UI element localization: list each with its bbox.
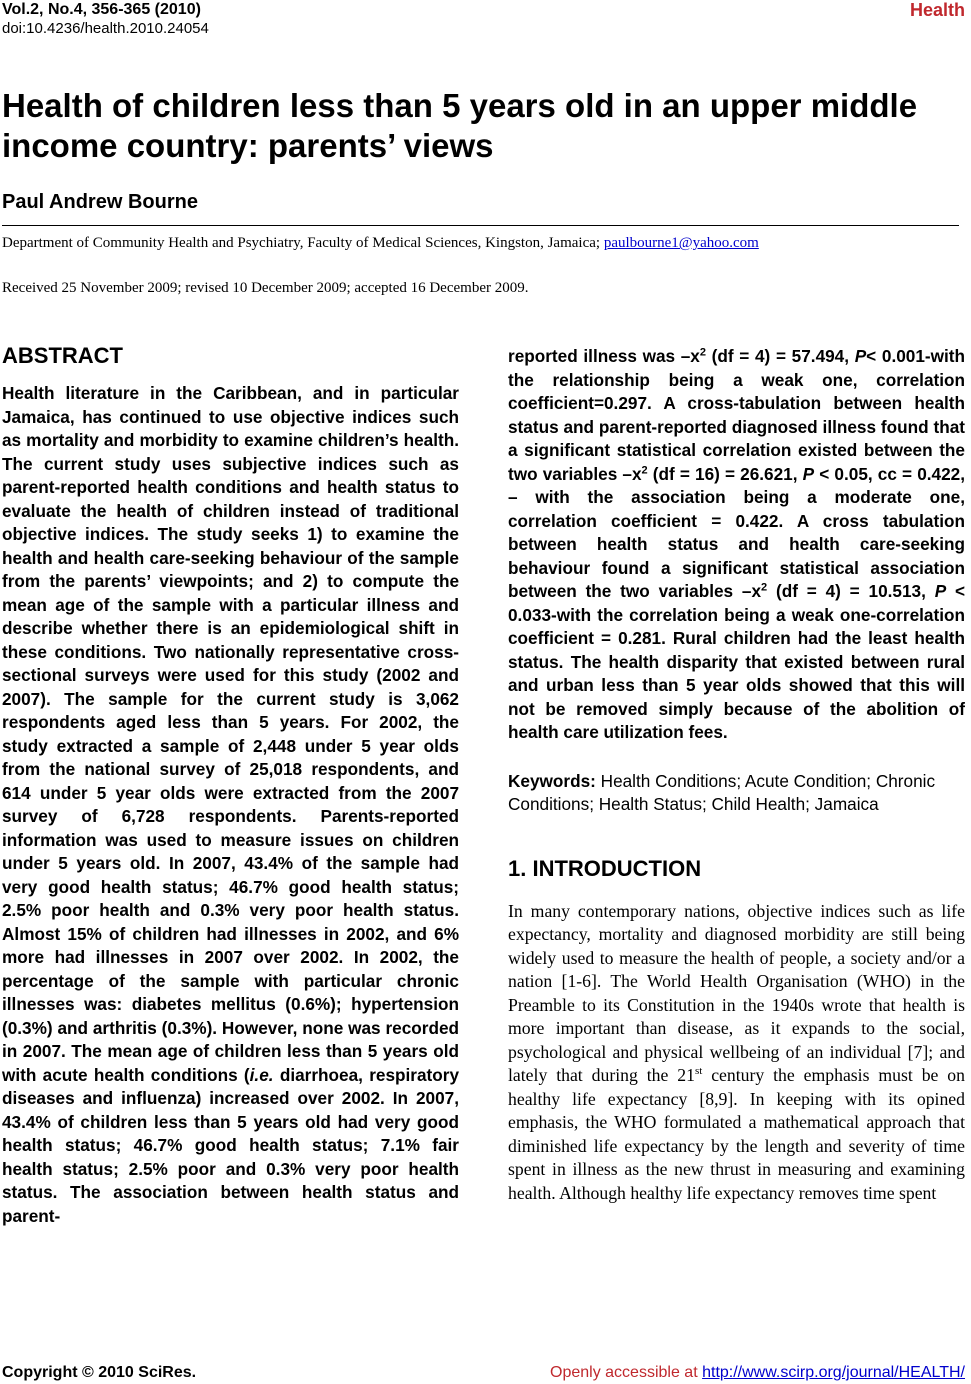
abstract-paragraph-part2 — [508, 345, 965, 745]
p-value-symbol: P — [854, 346, 867, 366]
right-column — [508, 345, 965, 1205]
abstract-text-d: (df = 4) = 57.494, — [705, 346, 855, 366]
p-value-symbol: P — [802, 463, 815, 484]
paper-title: Health of children less than 5 years old in an upper middle income country: parents’ views — [2, 87, 918, 164]
received-dates: Received 25 November 2009; revised 10 December 2009; accepted 16 December 2009. — [2, 280, 529, 296]
left-column — [2, 342, 459, 1228]
abstract-paragraph-part1 — [2, 382, 459, 1228]
abstract-heading: ABSTRACT — [2, 343, 123, 368]
affiliation — [2, 233, 759, 253]
affiliation-text: Department of Community Health and Psychiatry, Faculty of Medical Sciences, Kingston, Jamaica; — [2, 235, 601, 251]
intro-text-a: In many contemporary nations, objective indices such as life expectancy, mortality and diagnosed morbidity are still being widely used to measure the health of people, a society and/or a nation [1-6]. The World Health Organisation (WHO) in the Preamble to its Constitution in the 1940s wrote that health is more important than disease, as it expands to the social, psychological and physical wellbeing of an individual [7]; and lately that during the 21 — [508, 900, 965, 1085]
abstract-text-a: Health literature in the Caribbean, and in particular Jamaica, has continued to use objective indices such as mortality and morbidity to examine children’s health. The current study uses subjective indices such as parent-reported health conditions and health status to evaluate the health of children instead of traditional objective indices. The study seeks 1) to examine the health and health care-seeking behaviour of the sample from the parents’ viewpoints; and 2) to compute the mean age of the sample with a particular illness and describe whether there is an epidemiological shift in these conditions. Two nationally representative cross-sectional surveys were used for this study (2002 and 2007). The sample for the current study is 3,062 respondents aged less than 5 years. For 2002, the study extracted a sample of 2,448 under 5 year olds from the national survey of 25,018 respondents, and 614 under 5 year olds were extracted from the 2007 survey of 6,728 respondents. Parents-reported information was used to measure issues on children under 5 years old. In 2007, 43.4% of the sample had very good health status; 46.7% good health status; 2.5% poor health and 0.3% very poor health status. Almost 15% of children had illnesses in 2002, and 6% more had illnesses in 2007 over 2002. In 2002, the percentage of the sample with particular chronic illnesses was: diabetes mellitus (0.6%); hypertension (0.3%) and arthritis (0.3%). However, none was recorded in 2007. The mean age of children less than 5 years old with acute health conditions ( — [2, 383, 459, 1085]
abstract-text-i: < 0.033-with the correlation being a weak one-correlation coefficient = 0.281. Rural children had the least health status. The health disparity that existed between rural and urban less than 5 year olds showed that this will not be removed simply because of the abolition of health care utilization fees. — [508, 581, 966, 742]
journal-name: Health — [909, 0, 965, 20]
abstract-ie: i.e. — [249, 1064, 274, 1085]
header-divider — [2, 225, 959, 226]
introduction-heading: 1. INTRODUCTION — [508, 855, 702, 881]
abstract-text-c: reported illness was –x — [508, 346, 700, 366]
p-value-symbol: P — [934, 581, 947, 601]
author-name: Paul Andrew Bourne — [2, 191, 198, 213]
superscript-2: 2 — [761, 581, 768, 594]
superscript-2: 2 — [699, 346, 706, 359]
keywords-label: Keywords: — [508, 770, 596, 791]
abstract-text-e: < 0.001-with the relationship being a weak one, correlation coefficient=0.297. A cross-tabulation between health status and parent-reported diagnosed illness found that a significant statistical correlation existed between the two variables –x — [508, 346, 965, 484]
abstract-text-h: (df = 4) = 10.513, — [767, 581, 935, 601]
journal-url-link[interactable]: http://www.scirp.org/journal/HEALTH/ — [702, 1364, 965, 1381]
superscript-st: st — [694, 1065, 703, 1078]
abstract-text-f: (df = 16) = 26.621, — [647, 463, 803, 484]
abstract-text-b: diarrhoea, respiratory diseases and influenza) increased over 2002. In 2007, 43.4% of children less than 5 years old had very good health status; 46.7% good health status; 7.1% fair health status; 2.5% poor and 0.3% very poor health status. The association between health status and parent- — [2, 1064, 460, 1226]
intro-text-b: century the emphasis must be on healthy life expectancy [8,9]. In keeping with its opined emphasis, the WHO formulated a mathematical approach that diminished life expectancy by the length and severity of time spent in illness as the new thrust in measuring and examining health. Although healthy life expectancy removes time spent — [508, 1065, 965, 1203]
abstract-text-g: < 0.05, cc = 0.422, – with the association being a moderate one, correlation coefficient = 0.422. A cross tabulation between health status and health care-seeking behaviour found a significant statistical association between the two variables –x — [508, 463, 965, 601]
introduction-paragraph — [508, 900, 965, 1206]
open-access-notice — [550, 1363, 965, 1383]
open-access-label: Openly accessible at — [550, 1364, 703, 1381]
journal-volume: Vol.2, No.4, 356-365 (2010) — [2, 1, 201, 18]
author-email-link[interactable]: paulbourne1@yahoo.com — [603, 235, 759, 251]
superscript-2: 2 — [641, 463, 648, 476]
doi: doi:10.4236/health.2010.24054 — [2, 20, 209, 37]
keywords-list: Health Conditions; Acute Condition; Chronic Conditions; Health Status; Child Health; Jamaica — [508, 770, 936, 814]
copyright-notice: Copyright © 2010 SciRes. — [2, 1364, 197, 1381]
running-header — [2, 0, 209, 38]
keywords — [508, 770, 965, 816]
